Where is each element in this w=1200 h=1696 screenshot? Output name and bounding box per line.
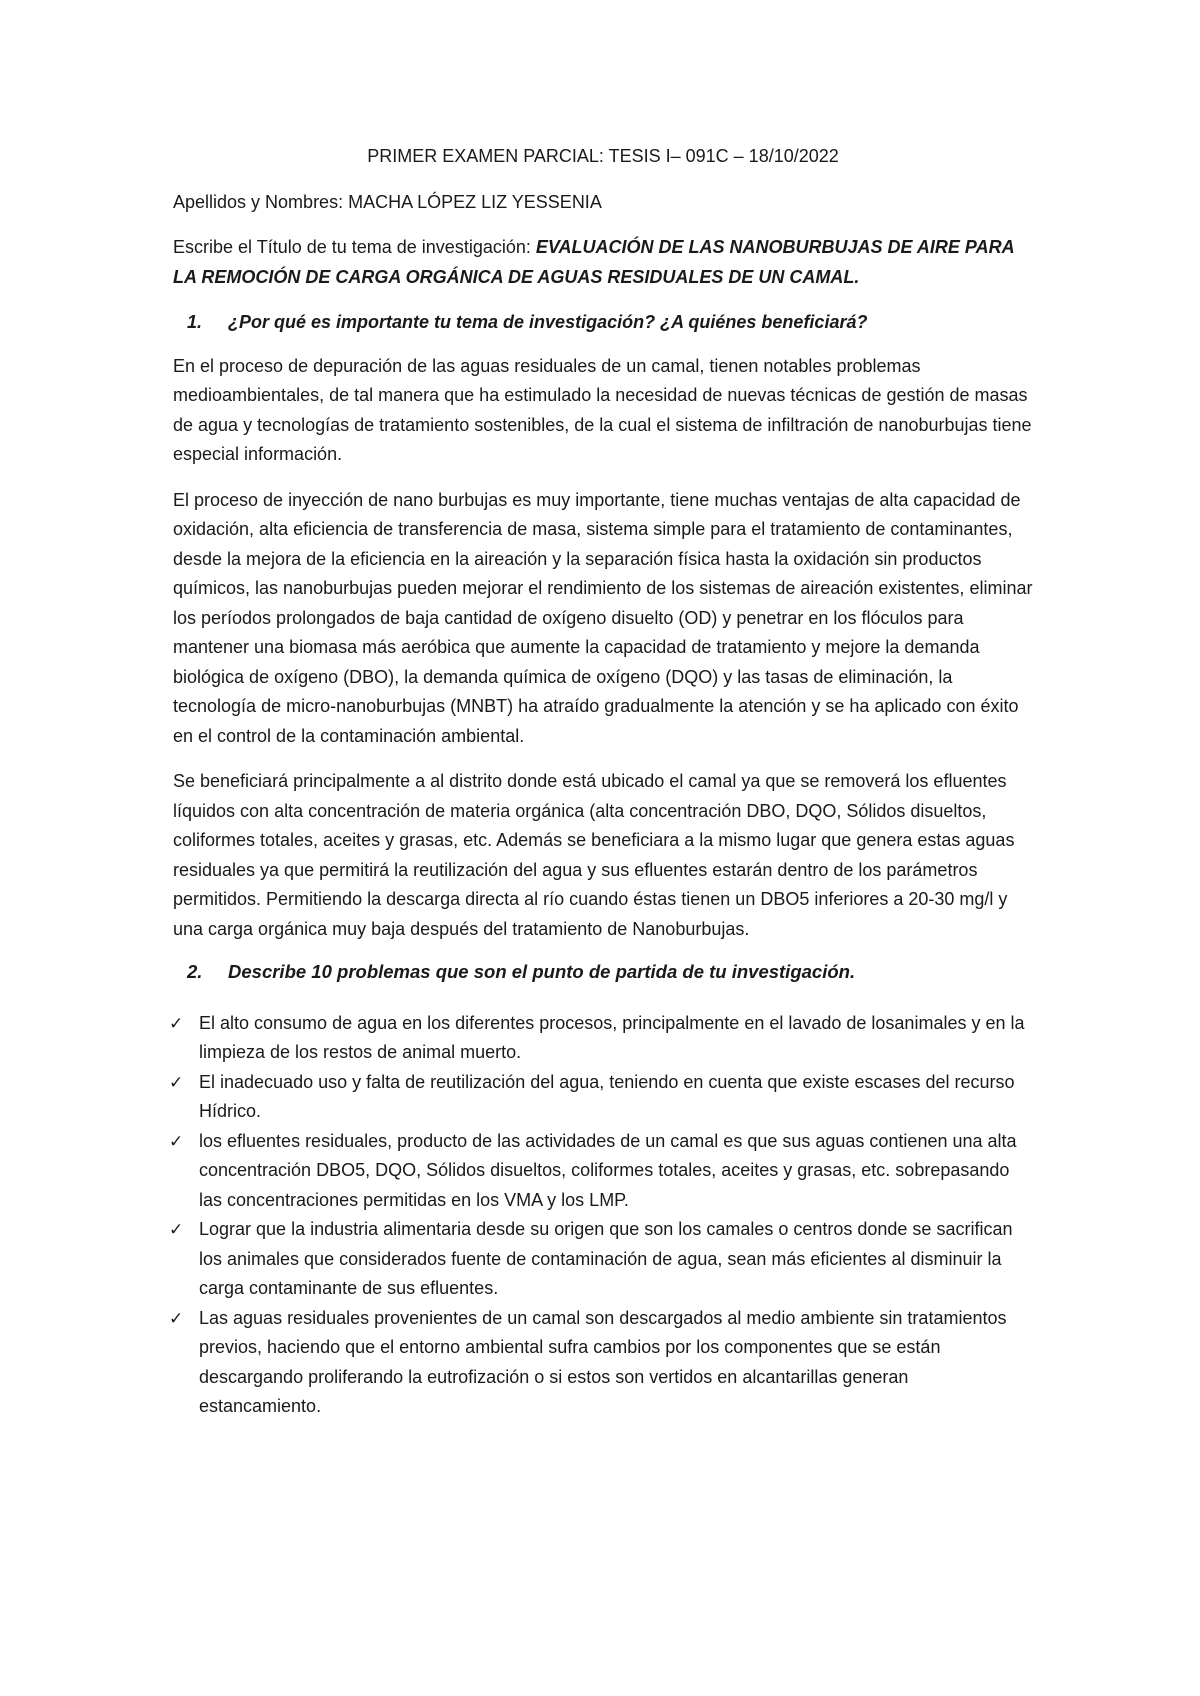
checkmark-icon: ✓ — [169, 1308, 184, 1328]
problem-text: El inadecuado uso y falta de reutilización del agua, teniendo en cuenta que existe escases del recurso Hídrico. — [199, 1071, 1015, 1121]
problem-text: Las aguas residuales provenientes de un camal son descargados al medio ambiente sin tratamientos previos, haciendo que el entorno ambiental sufra cambios por los componentes que se están descargando proliferando la eutrofización o si estos son vertidos en alcantarillas generan estancamiento. — [199, 1307, 1007, 1416]
list-item — [169, 1068, 1033, 1127]
list-item — [169, 1304, 1033, 1422]
research-topic-line — [173, 233, 1033, 292]
question-2-number: 2. — [187, 961, 203, 982]
exam-title: PRIMER EXAMEN PARCIAL: TESIS I– 091C – 18/10/2022 — [367, 146, 839, 166]
question-1-number: 1. — [187, 312, 203, 332]
document-body — [169, 142, 1033, 1422]
answer-1-paragraph: Se beneficiará principalmente a al distrito donde está ubicado el camal ya que se removerá los efluentes líquidos con alta concentración de materia orgánica (alta concentración DBO, DQO, Sólidos disueltos, coliformes totales, aceites y grasas, etc. Además se beneficiara a la mismo lugar que genera estas aguas residuales ya que permitirá la reutilización del agua y sus efluentes estarán dentro de los parámetros permitidos. Permitiendo la descarga directa al río cuando éstas tienen un DBO5 inferiores a 20-30 mg/l y una carga orgánica muy baja después del tratamiento de Nanoburbujas. — [173, 771, 1015, 939]
list-item — [169, 1009, 1033, 1068]
topic-title: EVALUACIÓN DE LAS NANOBURBUJAS DE AIRE PARA LA REMOCIÓN DE CARGA ORGÁNICA DE AGUAS RESIDUALES DE UN CAMAL. — [173, 237, 1014, 287]
checkmark-icon: ✓ — [169, 1072, 184, 1092]
list-item — [169, 1127, 1033, 1216]
checkmark-icon: ✓ — [169, 1220, 184, 1239]
checkmark-icon: ✓ — [169, 1131, 184, 1151]
problems-checklist — [169, 1009, 1033, 1422]
topic-prompt: Escribe el Título de tu tema de investigación: — [173, 237, 536, 257]
problem-text: Lograr que la industria alimentaria desde su origen que son los camales o centros donde se sacrifican los animales que considerados fuente de contaminación de agua, sean más eficientes al disminuir la carga contaminante de sus efluentes. — [199, 1219, 1013, 1298]
question-2-text: Describe 10 problemas que son el punto de partida de tu investigación. — [228, 961, 856, 982]
question-2-heading — [173, 957, 1033, 987]
answer-1-paragraph: El proceso de inyección de nano burbujas es muy importante, tiene muchas ventajas de alta capacidad de oxidación, alta eficiencia de transferencia de masa, sistema simple para el tratamiento de contaminantes, desde la mejora de la eficiencia en la aireación y la separación física hasta la oxidación sin productos químicos, las nanoburbujas pueden mejorar el rendimiento de los sistemas de aireación existentes, eliminar los períodos prolongados de baja cantidad de oxígeno disuelto (OD) y penetrar en los flóculos para mantener una biomasa más aeróbica que aumente la capacidad de tratamiento y mejore la demanda biológica de oxígeno (DBO), la demanda química de oxígeno (DQO) y las tasas de eliminación, la tecnología de micro-nanoburbujas (MNBT) ha atraído gradualmente la atención y se ha aplicado con éxito en el control de la contaminación ambiental. — [173, 489, 1033, 746]
checkmark-icon: ✓ — [169, 1013, 184, 1033]
problem-text: los efluentes residuales, producto de las actividades de un camal es que sus aguas contienen una alta concentración DBO5, DQO, Sólidos disueltos, coliformes totales, aceites y grasas, etc. sobrepasando las concentraciones permitidas en los VMA y los LMP. — [199, 1130, 1017, 1210]
answer-1-paragraph: En el proceso de depuración de las aguas residuales de un camal, tienen notables problemas medioambientales, de tal manera que ha estimulado la necesidad de nuevas técnicas de gestión de masas de agua y tecnologías de tratamiento sostenibles, de la cual el sistema de infiltración de nanoburbujas tiene especial información. — [173, 355, 1032, 464]
list-item — [169, 1215, 1033, 1304]
problem-text: El alto consumo de agua en los diferentes procesos, principalmente en el lavado de losanimales y en la limpieza de los restos de animal muerto. — [199, 1012, 1025, 1062]
student-name-line: Apellidos y Nombres: MACHA LÓPEZ LIZ YESSENIA — [173, 191, 602, 212]
question-1-heading — [173, 308, 1033, 338]
question-1-text: ¿Por qué es importante tu tema de investigación? ¿A quiénes beneficiará? — [228, 312, 868, 332]
